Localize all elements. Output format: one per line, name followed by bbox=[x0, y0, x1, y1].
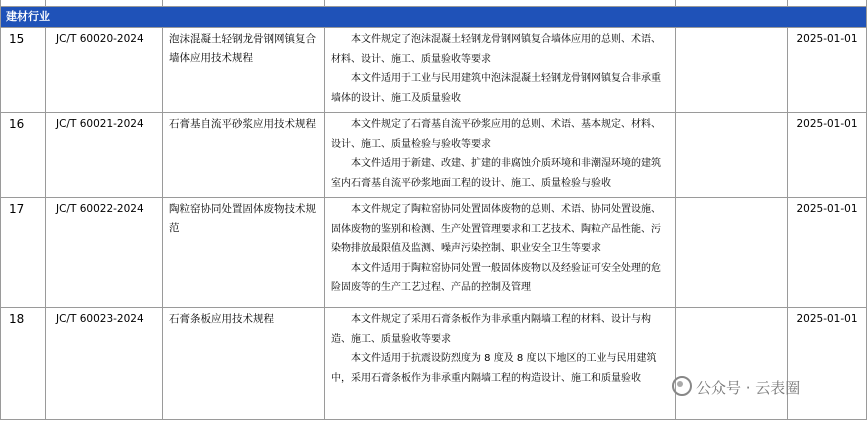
table-row bbox=[1, 28, 867, 113]
blank-cell bbox=[676, 308, 788, 420]
table-row bbox=[1, 198, 867, 308]
table-row bbox=[1, 308, 867, 420]
standard-title: 陶粒窑协同处置固体废物技术规范 bbox=[163, 198, 325, 308]
standard-title: 石膏条板应用技术规程 bbox=[163, 308, 325, 420]
applicability-paragraph: 本文件适用于抗震设防烈度为 8 度及 8 度以下地区的工业与民用建筑中，采用石膏条板作为非承重内隔墙工程的构造设计、施工和质量验收 bbox=[331, 353, 657, 384]
applicability-paragraph: 本文件适用于新建、改建、扩建的非腐蚀介质环境和非潮湿环境的建筑室内石膏基自流平砂浆地面工程的设计、施工、质量检验与验收 bbox=[331, 158, 661, 189]
applicability-paragraph: 本文件适用于陶粒窑协同处置一般固体废物以及经验证可安全处理的危险固废等的生产工艺过程、产品的控制及管理 bbox=[331, 262, 661, 293]
row-number: 18 bbox=[1, 308, 46, 420]
industry-header-row bbox=[1, 7, 867, 28]
scope-paragraph: 本文件规定了泡沫混凝土轻钢龙骨钢网镇复合墙体应用的总则、术语、材料、设计、施工、质量验收等要求 bbox=[331, 34, 661, 65]
watermark bbox=[672, 376, 800, 398]
standard-title: 石膏基自流平砂浆应用技术规程 bbox=[163, 113, 325, 198]
effective-date: 2025-01-01 bbox=[788, 113, 867, 198]
standard-code: JC/T 60023-2024 bbox=[46, 308, 163, 420]
standard-title: 泡沫混凝土轻钢龙骨钢网镇复合墙体应用技术规程 bbox=[163, 28, 325, 113]
scope-paragraph: 本文件规定了石膏基自流平砂浆应用的总则、术语、基本规定、材料、设计、施工、质量检验与验收等要求 bbox=[331, 119, 661, 150]
effective-date: 2025-01-01 bbox=[788, 28, 867, 113]
standard-code: JC/T 60021-2024 bbox=[46, 113, 163, 198]
standard-code: JC/T 60020-2024 bbox=[46, 28, 163, 113]
blank-cell bbox=[676, 28, 788, 113]
table-row bbox=[1, 113, 867, 198]
standard-description bbox=[325, 28, 676, 113]
blank-cell bbox=[676, 113, 788, 198]
scope-paragraph: 本文件规定了采用石膏条板作为非承重内隔墙工程的材料、设计与构造、施工、质量验收等要求 bbox=[331, 314, 651, 345]
watermark-text: 公众号 · 云表圈 bbox=[696, 379, 801, 397]
effective-date: 2025-01-01 bbox=[788, 308, 867, 420]
industry-label: 建材行业 bbox=[1, 7, 867, 28]
row-number: 15 bbox=[1, 28, 46, 113]
row-number: 17 bbox=[1, 198, 46, 308]
effective-date: 2025-01-01 bbox=[788, 198, 867, 308]
scope-paragraph: 本文件规定了陶粒窑协同处置固体废物的总则、术语、协同处置设施、固体废物的鉴别和检测、生产处置管理要求和工艺技术、陶粒产品性能、污染物排放最限值及监测、噪声污染控制、职业安全卫生等要求 bbox=[331, 204, 661, 254]
standard-description bbox=[325, 308, 676, 420]
blank-cell bbox=[676, 198, 788, 308]
row-number: 16 bbox=[1, 113, 46, 198]
standard-description bbox=[325, 198, 676, 308]
wechat-logo-icon bbox=[672, 376, 692, 396]
standard-code: JC/T 60022-2024 bbox=[46, 198, 163, 308]
standard-description bbox=[325, 113, 676, 198]
applicability-paragraph: 本文件适用于工业与民用建筑中泡沫混凝土轻钢龙骨钢网镇复合非承重墙体的设计、施工及质量验收 bbox=[331, 73, 661, 104]
